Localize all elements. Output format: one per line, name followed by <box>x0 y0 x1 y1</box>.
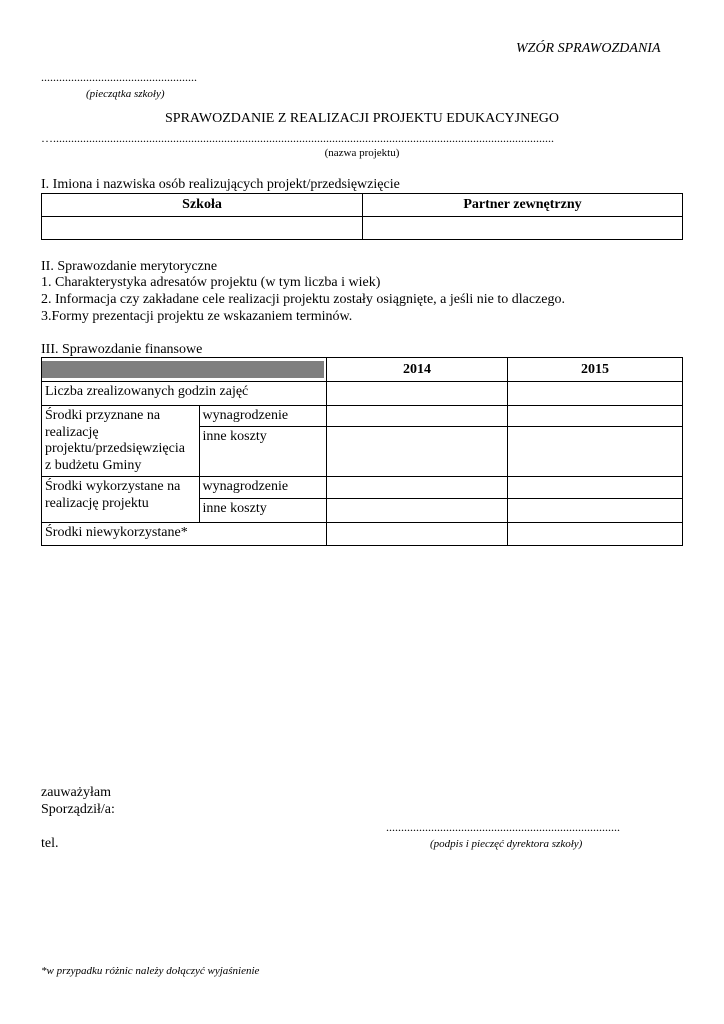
signature-line: .............................................................................. <box>386 820 620 834</box>
year-2014-header: 2014 <box>327 358 508 382</box>
granted-salary-label: wynagrodzenie <box>199 406 326 427</box>
form-label: WZÓR SPRAWOZDANIA <box>516 41 661 56</box>
year-2015-header: 2015 <box>508 358 683 382</box>
used-salary-2015[interactable] <box>508 477 683 499</box>
used-other-label: inne koszty <box>199 499 326 523</box>
granted-other-2014[interactable] <box>327 427 508 477</box>
granted-salary-2014[interactable] <box>327 406 508 427</box>
section2-heading: II. Sprawozdanie merytoryczne <box>41 259 218 274</box>
granted-salary-2015[interactable] <box>508 406 683 427</box>
granted-label: Środki przyznane na realizację projektu/przedsięwzięcia z budżetu Gminy <box>42 406 200 477</box>
used-salary-label: wynagrodzenie <box>199 477 326 499</box>
used-other-2015[interactable] <box>508 499 683 523</box>
section2-item2: 2. Informacja czy zakładane cele realizacji projektu zostały osiągnięte, a jeśli nie to dlaczego. <box>41 292 565 307</box>
phone-label: tel. <box>41 836 59 851</box>
col-partner: Partner zewnętrzny <box>363 194 683 217</box>
unused-2014[interactable] <box>327 523 508 546</box>
col-school: Szkoła <box>42 194 363 217</box>
finance-header-blank <box>42 358 327 382</box>
granted-other-label: inne koszty <box>199 427 326 477</box>
used-label: Środki wykorzystane na realizację projektu <box>42 477 200 523</box>
section3-heading: III. Sprawozdanie finansowe <box>41 342 203 357</box>
project-name-caption: (nazwa projektu) <box>324 147 400 159</box>
project-name-line: …....................................................................................................................................................................... <box>41 131 554 145</box>
unused-label: Środki niewykorzystane* <box>42 523 327 546</box>
document-title: SPRAWOZDANIE Z REALIZACJI PROJEKTU EDUKACYJNEGO <box>165 111 559 126</box>
hours-2015[interactable] <box>508 382 683 406</box>
section2-item1: 1. Charakterystyka adresatów projektu (w tym liczba i wiek) <box>41 275 381 290</box>
section1-heading: I. Imiona i nazwiska osób realizujących projekt/przedsięwzięcie <box>41 177 400 192</box>
school-cell[interactable] <box>42 217 363 240</box>
footnote: *w przypadku różnic należy dołączyć wyjaśnienie <box>41 965 260 977</box>
section2-item3: 3.Formy prezentacji projektu ze wskazaniem terminów. <box>41 309 353 324</box>
stamp-line: .................................................... <box>41 70 197 84</box>
prepared-by-label: Sporządził/a: <box>41 802 115 817</box>
hours-2014[interactable] <box>327 382 508 406</box>
unused-2015[interactable] <box>508 523 683 546</box>
persons-table <box>41 193 683 240</box>
used-other-2014[interactable] <box>327 499 508 523</box>
partner-cell[interactable] <box>363 217 683 240</box>
noticed-text: zauważyłam <box>41 785 111 800</box>
used-salary-2014[interactable] <box>327 477 508 499</box>
header-shading <box>42 361 324 378</box>
stamp-caption: (pieczątka szkoły) <box>86 88 165 100</box>
signature-caption: (podpis i pieczęć dyrektora szkoły) <box>430 838 583 850</box>
hours-label: Liczba zrealizowanych godzin zajęć <box>42 382 327 406</box>
finance-table <box>41 357 683 546</box>
granted-other-2015[interactable] <box>508 427 683 477</box>
